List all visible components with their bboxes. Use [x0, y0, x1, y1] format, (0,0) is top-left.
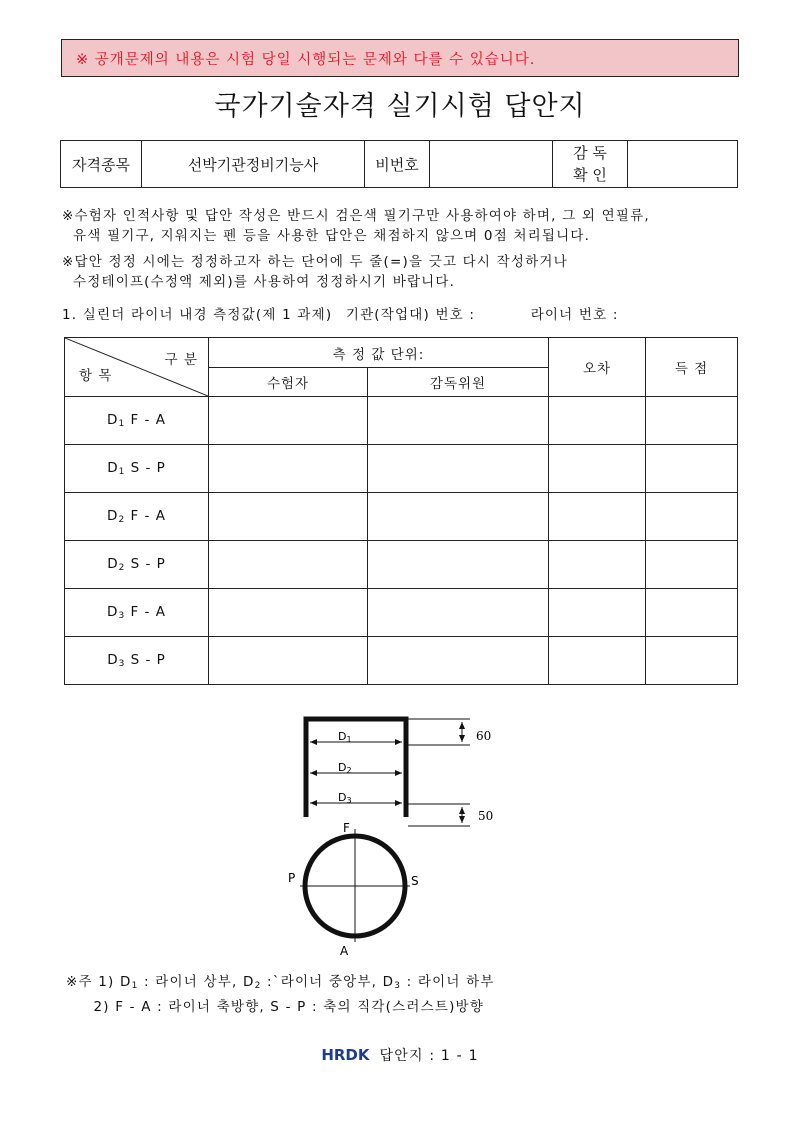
dim-bottom-label: 50	[478, 809, 494, 823]
page-footer	[0, 1045, 800, 1065]
note-line-1: ※수험자 인적사항 및 답안 작성은 반드시 검은색 필기구만 사용하여야 하며, 그 외 연필류,	[62, 208, 650, 224]
supervisor-confirm-field[interactable]	[628, 141, 738, 188]
row-item-label	[65, 445, 209, 493]
supervisor-cell[interactable]	[368, 397, 549, 445]
qualification-value: 선박기관정비기능사	[142, 141, 365, 188]
row-d: D	[107, 412, 119, 428]
header-item: 항 목	[79, 368, 113, 384]
score-cell[interactable]	[646, 397, 738, 445]
dimension-d2	[310, 761, 402, 775]
row-d: D	[107, 508, 119, 524]
error-cell[interactable]	[549, 397, 646, 445]
header-supervisor: 감독위원	[368, 368, 549, 397]
measurement-row	[65, 589, 738, 637]
fn-d1: D	[120, 974, 132, 990]
examinee-cell[interactable]	[209, 589, 368, 637]
page-number: 답안지 : 1 - 1	[379, 1048, 479, 1064]
notice-banner	[61, 39, 739, 77]
supervisor-confirm-label	[553, 141, 628, 188]
exam-info-table	[60, 140, 738, 188]
fn-d2-desc: :`라이너 중앙부,	[261, 974, 383, 990]
dimension-bottom	[408, 804, 493, 826]
d2-label: D2	[338, 761, 352, 775]
supervisor-cell[interactable]	[368, 493, 549, 541]
d1-label: D1	[338, 730, 352, 744]
fn-d2-sub: 2	[254, 981, 262, 991]
diagonal-header-cell	[65, 338, 209, 397]
examinee-cell[interactable]	[209, 445, 368, 493]
measurement-row	[65, 445, 738, 493]
header-score: 득 점	[646, 338, 738, 397]
measurement-row	[65, 541, 738, 589]
supervisor-cell[interactable]	[368, 637, 549, 685]
row-d-sub: 2	[118, 515, 126, 525]
row-d-sub: 1	[118, 467, 126, 477]
page-title: 국가기술자격 실기시험 답안지	[214, 91, 586, 122]
footnote-line-2: 2) F - A : 라이너 축방향, S - P : 축의 직각(스러스트)방향	[66, 999, 485, 1015]
row-d: D	[107, 604, 119, 620]
footnote-prefix: ※주 1)	[66, 974, 120, 990]
measurement-table	[64, 337, 738, 685]
error-cell[interactable]	[549, 589, 646, 637]
liner-walls	[306, 719, 406, 817]
row-item-label	[65, 493, 209, 541]
hrdk-logo: HRDK	[321, 1046, 370, 1064]
liner-no-label: 라이너 번호 :	[530, 307, 619, 323]
note-line-4: 수정테이프(수정액 제외)를 사용하여 정정하시기 바랍니다.	[62, 274, 456, 290]
header-error: 오차	[549, 338, 646, 397]
fn-d1-sub: 1	[131, 981, 139, 991]
score-cell[interactable]	[646, 493, 738, 541]
fn-d3: D	[382, 974, 395, 990]
secret-no-label: 비번호	[365, 141, 430, 188]
row-direction: S - P	[130, 460, 166, 476]
liner-cross-section	[288, 821, 419, 958]
dimension-d3	[310, 791, 402, 805]
row-item-label	[65, 589, 209, 637]
row-d: D	[107, 460, 119, 476]
supervisor-confirm-label-1: 감 독	[573, 144, 607, 162]
error-cell[interactable]	[549, 541, 646, 589]
examinee-cell[interactable]	[209, 637, 368, 685]
note-line-3: ※답안 정정 시에는 정정하고자 하는 단어에 두 줄(=)을 긋고 다시 작성하거나	[62, 254, 568, 270]
score-cell[interactable]	[646, 445, 738, 493]
row-d-sub: 2	[118, 563, 126, 573]
score-cell[interactable]	[646, 541, 738, 589]
d3-label: D3	[338, 791, 352, 805]
measurement-row	[65, 493, 738, 541]
row-direction: F - A	[130, 604, 166, 620]
error-cell[interactable]	[549, 445, 646, 493]
engine-no-label: 기관(작업대) 번호 :	[345, 307, 476, 323]
supervisor-cell[interactable]	[368, 589, 549, 637]
dimension-d1	[310, 730, 402, 744]
dim-top-label: 60	[476, 729, 492, 743]
row-d-sub: 3	[118, 659, 126, 669]
row-item-label	[65, 637, 209, 685]
header-division: 구 분	[164, 352, 198, 368]
qualification-label: 자격종목	[61, 141, 142, 188]
task-title: 1. 실린더 라이너 내경 측정값(제 1 과제)	[62, 307, 333, 323]
examinee-cell[interactable]	[209, 541, 368, 589]
supervisor-cell[interactable]	[368, 541, 549, 589]
supervisor-confirm-label-2: 확 인	[573, 166, 607, 184]
row-direction: F - A	[130, 412, 166, 428]
task-header	[62, 303, 619, 323]
secret-no-field[interactable]	[430, 141, 553, 188]
supervisor-cell[interactable]	[368, 445, 549, 493]
header-examinee: 수험자	[209, 368, 368, 397]
cylinder-liner-diagram	[270, 705, 510, 965]
row-d-sub: 3	[118, 611, 126, 621]
label-p: P	[288, 871, 296, 885]
header-measure: 측 정 값 단위:	[209, 338, 549, 368]
error-cell[interactable]	[549, 493, 646, 541]
row-direction: F - A	[130, 508, 166, 524]
label-f: F	[343, 821, 350, 835]
row-direction: S - P	[130, 652, 166, 668]
measurement-row	[65, 637, 738, 685]
row-d: D	[107, 556, 119, 572]
fn-d2: D	[242, 974, 255, 990]
label-a: A	[340, 944, 349, 958]
row-d: D	[107, 652, 119, 668]
row-item-label	[65, 541, 209, 589]
row-d-sub: 1	[118, 419, 126, 429]
fn-d3-desc: : 라이너 하부	[401, 974, 495, 990]
dimension-top	[408, 719, 491, 745]
footnote-line-1	[66, 970, 495, 991]
note-line-2: 유색 필기구, 지워지는 펜 등을 사용한 답안은 채점하지 않으며 0점 처리됩니다.	[62, 228, 591, 244]
error-cell[interactable]	[549, 637, 646, 685]
score-cell[interactable]	[646, 589, 738, 637]
label-s: S	[411, 874, 419, 888]
row-item-label	[65, 397, 209, 445]
examinee-cell[interactable]	[209, 397, 368, 445]
row-direction: S - P	[130, 556, 166, 572]
fn-d3-sub: 3	[394, 981, 402, 991]
notice-text: ※ 공개문제의 내용은 시험 당일 시행되는 문제와 다를 수 있습니다.	[76, 51, 536, 68]
measurement-row	[65, 397, 738, 445]
score-cell[interactable]	[646, 637, 738, 685]
examinee-cell[interactable]	[209, 493, 368, 541]
fn-d1-desc: : 라이너 상부,	[138, 974, 243, 990]
